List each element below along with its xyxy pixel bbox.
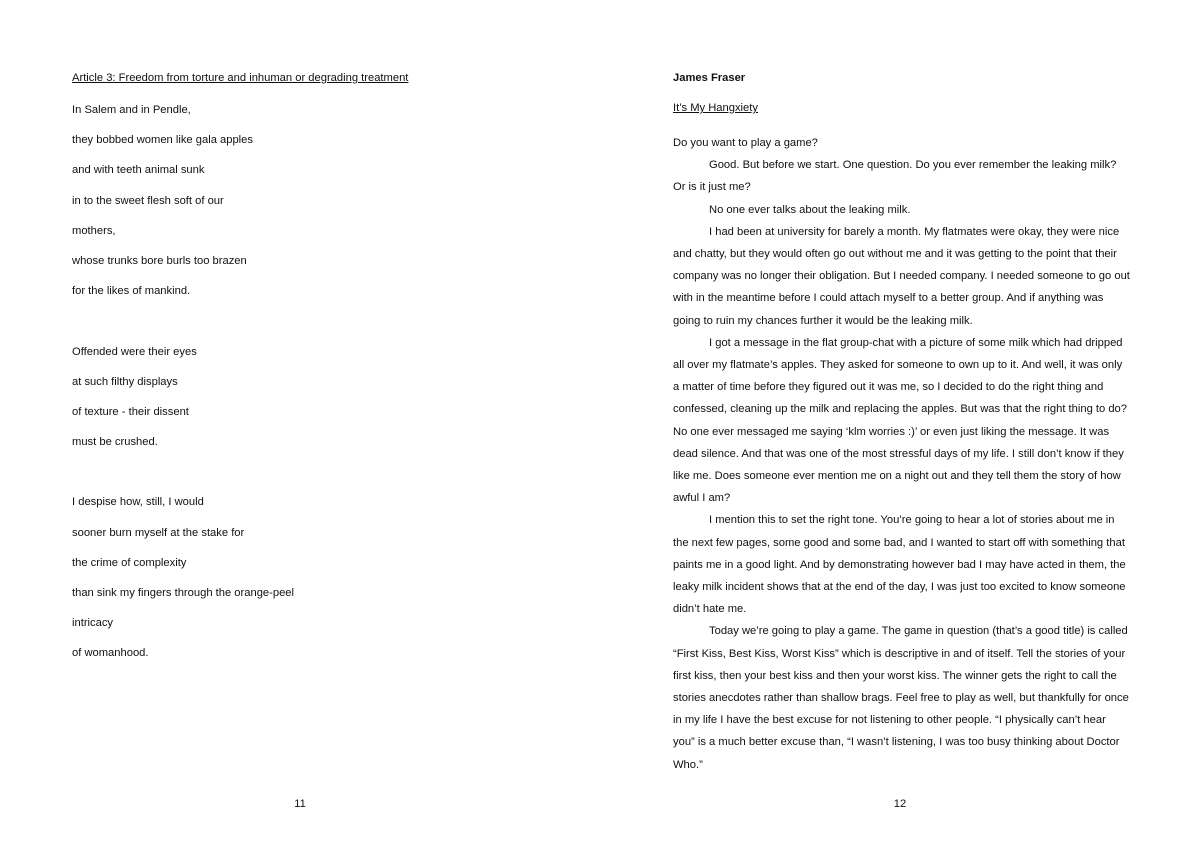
page-number: 12 xyxy=(893,798,907,810)
poem-line: the crime of complexity xyxy=(72,556,187,569)
paragraph: I got a message in the flat group-chat with a picture of some milk which had dripped all over my flatmate’s apples. They asked for someone to own up to it. And well, it was only a matter of time before they figured out it was me, so I decided to do the right thing and confessed, cleaning up the milk and replacing the apples. But was that the right thing to do? No one ever messaged me saying ‘klm worries :)’ or even just liking the message. It was dead silence. And that was one of the most stressful days of my life. I still don’t know if they like me. Does someone ever mention me on a night out and they tell them the story of how awful I am? xyxy=(673,336,1128,505)
poem-line: of texture - their dissent xyxy=(72,405,189,418)
poem-line: at such filthy displays xyxy=(72,375,178,388)
poem-line: than sink my fingers through the orange-peel xyxy=(72,587,295,599)
poem-line: I despise how, still, I would xyxy=(72,496,204,509)
poem-line: must be crushed. xyxy=(72,436,158,449)
poem-line: sooner burn myself at the stake for xyxy=(72,526,245,539)
poem-line: in to the sweet flesh soft of our xyxy=(72,194,224,207)
poem-line: mothers, xyxy=(72,224,116,237)
poem-line: Offended were their eyes xyxy=(72,345,197,358)
poem-line: and with teeth animal sunk xyxy=(72,164,205,177)
paragraph: No one ever talks about the leaking milk. xyxy=(709,203,911,216)
poem-line: of womanhood. xyxy=(72,647,149,660)
poem-line: for the likes of mankind. xyxy=(72,285,191,298)
stanza-break xyxy=(72,313,542,343)
paragraph: I had been at university for barely a month. My flatmates were okay, they were nice and chatty, but they would often go out without me and it was getting to the point that their company was no longer their obligation. But I needed company. I needed someone to go out with in the meantime before I could attach myself to a better group. And if anything was going to ruin my chances further it would be the leaking milk. xyxy=(673,225,1130,327)
poem-line: intricacy xyxy=(72,617,114,630)
poem-line: In Salem and in Pendle, xyxy=(72,104,191,116)
poem-title: Article 3: Freedom from torture and inhuman or degrading treatment xyxy=(72,72,409,84)
stanza-break xyxy=(72,464,542,494)
poem xyxy=(72,102,542,676)
page-number: 11 xyxy=(294,798,306,810)
story-title: It’s My Hangxiety xyxy=(673,102,758,114)
author-name: James Fraser xyxy=(673,72,746,84)
paragraph: Good. But before we start. One question. Do you ever remember the leaking milk? Or is it just me? xyxy=(673,159,1117,194)
story-body xyxy=(673,132,1130,776)
paragraph: Today we’re going to play a game. The game in question (that’s a good title) is called “First Kiss, Best Kiss, Worst Kiss” which is descriptive in and of itself. Tell the stories of your first kiss, then your best kiss and then your worst kiss. The winner gets the right to call the stories anecdotes rather than shallow brags. Feel free to play as well, but thankfully for once in my life I have the best excuse for not listening to other people. “I physically can’t hear you” is a much better excuse than, “I wasn’t listening, I was too busy thinking about Doctor Who.” xyxy=(673,625,1129,771)
poem-line: whose trunks bore burls too brazen xyxy=(72,254,247,267)
paragraph: Do you want to play a game? xyxy=(673,137,818,149)
paragraph: I mention this to set the right tone. You’re going to hear a lot of stories about me in the next few pages, some good and some bad, and I wanted to start off with something that paints me in a good light. And by demonstrating however bad I may have acted in them, the leaky milk incident shows that at the end of the day, I was just too excited to know someone didn’t hate me. xyxy=(673,514,1126,616)
poem-line: they bobbed women like gala apples xyxy=(72,134,253,147)
right-page xyxy=(600,0,1200,849)
